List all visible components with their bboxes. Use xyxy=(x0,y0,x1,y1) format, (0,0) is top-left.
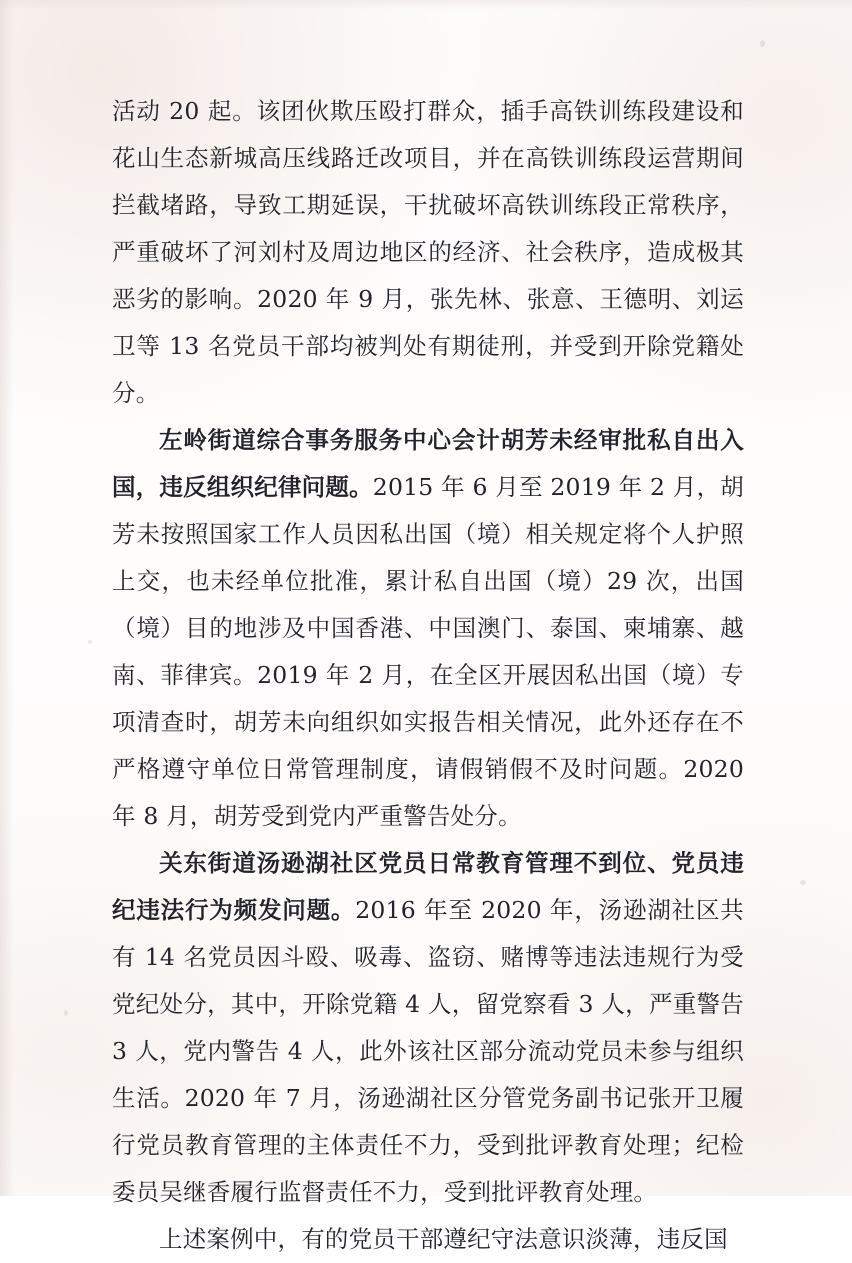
paragraph-summary xyxy=(112,1216,744,1263)
scan-speck xyxy=(800,880,806,885)
scan-speck xyxy=(64,1010,68,1016)
scan-edge-shadow-top xyxy=(0,0,852,10)
paragraph-text: 活动 20 起。该团伙欺压殴打群众，插手高铁训练段建设和花山生态新城高压线路迁改项目，并在高铁训练段运营期间拦截堵路，导致工期延误，干扰破坏高铁训练段正常秩序，严重破坏了河刘村及周边地区的经济、社会秩序，造成极其恶劣的影响。2020 年 9 月，张先林、张意、王德明、刘运卫等 13 名党员干部均被判处有期徒刑，并受到开除党籍处分。 xyxy=(112,97,744,407)
document-body xyxy=(112,88,744,1263)
paragraph-case-hufang xyxy=(112,417,744,840)
scan-speck xyxy=(88,640,92,644)
scan-edge-shadow-left xyxy=(0,0,14,1196)
paragraph-continued-case xyxy=(112,88,744,417)
paragraph-text: 2016 年至 2020 年，汤逊湖社区共有 14 名党员因斗殴、吸毒、盗窃、赌博等违法违规行为受党纪处分，其中，开除党籍 4 人，留党察看 3 人，严重警告 3 人，党内警告 4 人，此外该社区部分流动党员未参与组织生活。2020 年 7 月，汤逊湖社区分管党务副书记张开卫履行党员教育管理的主体责任不力，受到批评教育处理；纪检委员吴继香履行监督责任不力，受到批评教育处理。 xyxy=(112,896,744,1206)
paragraph-lead: 关东街道汤逊湖社区党员日常教育管理不到位、党员违纪违法行为频发问题。 xyxy=(112,849,744,924)
paragraph-text: 2015 年 6 月至 2019 年 2 月，胡芳未按照国家工作人员因私出国（境）相关规定将个人护照上交，也未经单位批准，累计私自出国（境）29 次，出国（境）目的地涉及中国香港、中国澳门、泰国、柬埔寨、越南、菲律宾。2019 年 2 月，在全区开展因私出国（境）专项清查时，胡芳未向组织如实报告相关情况，此外还存在不严格遵守单位日常管理制度，请假销假不及时问题。2020 年 8 月，胡芳受到党内严重警告处分。 xyxy=(112,473,745,830)
paragraph-lead: 左岭街道综合事务服务中心会计胡芳未经审批私自出入国，违反组织纪律问题。 xyxy=(112,426,744,501)
paragraph-case-tangxunhu xyxy=(112,840,744,1216)
scan-speck xyxy=(760,40,765,47)
paragraph-text: 上述案例中，有的党员干部遵纪守法意识淡薄，违反国 xyxy=(159,1225,728,1253)
